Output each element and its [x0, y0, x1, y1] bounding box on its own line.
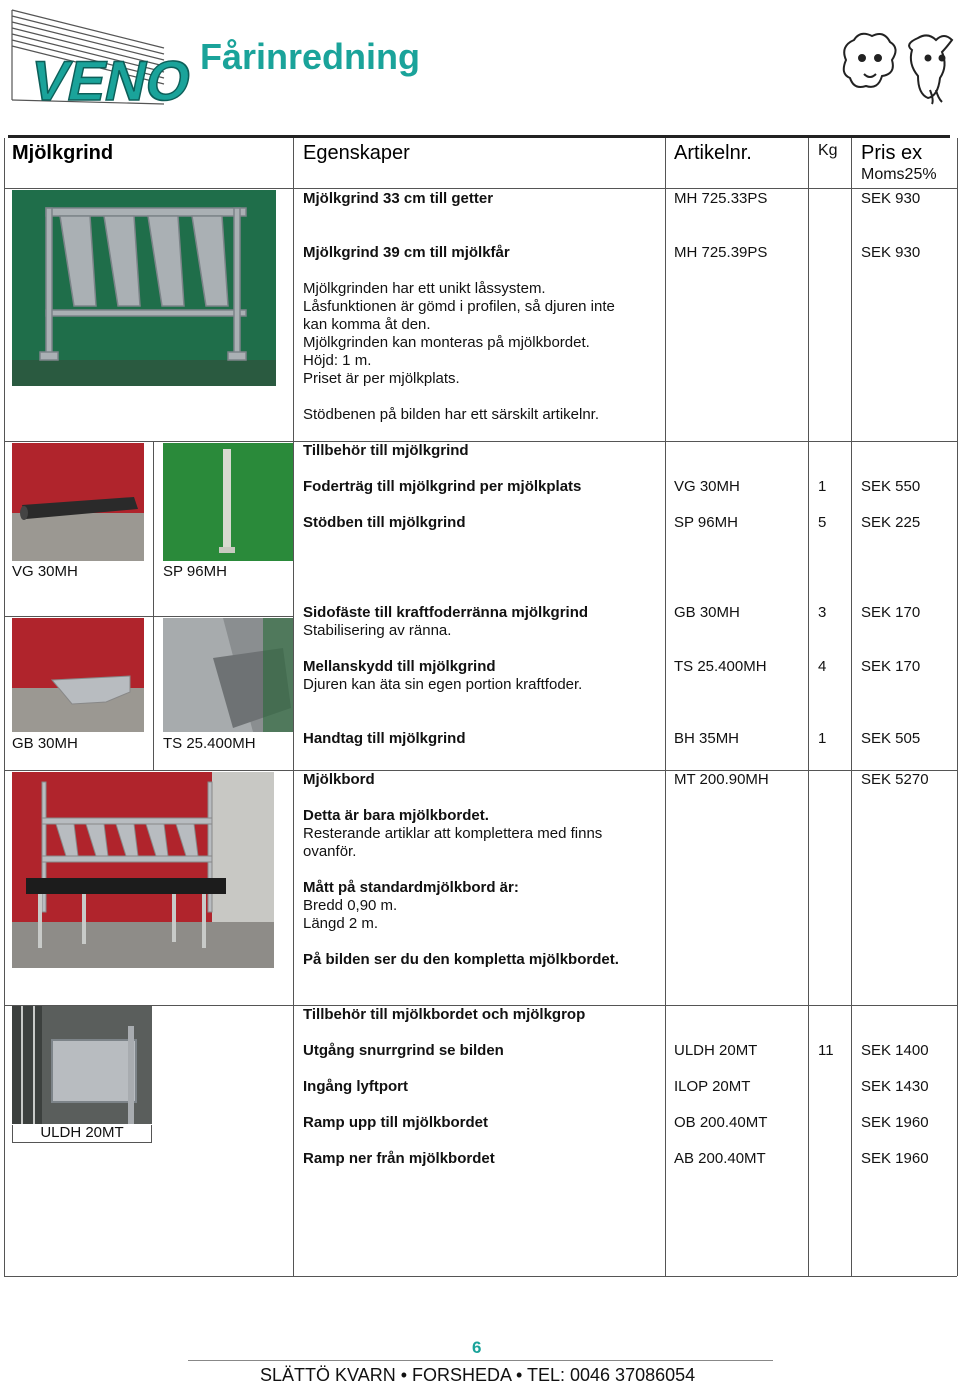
weight: 1	[818, 730, 827, 747]
column-header-price-vat: Moms25%	[861, 166, 937, 183]
product-name: Mjölkgrind 39 cm till mjölkfår	[303, 244, 510, 261]
milking-table-photo	[12, 772, 274, 968]
section-heading: Tillbehör till mjölkbordet och mjölkgrop	[303, 1006, 586, 1023]
photo-caption: GB 30MH	[12, 735, 78, 752]
photo-caption: TS 25.400MH	[163, 735, 256, 752]
divider-photo	[163, 618, 293, 732]
column-header-properties: Egenskaper	[303, 142, 410, 164]
sheep-goat-icon	[838, 30, 958, 106]
column-header-price: Pris ex	[861, 142, 923, 164]
product-name: Mjölkgrind 33 cm till getter	[303, 190, 494, 207]
product-name: Foderträg till mjölkgrind per mjölkplats	[303, 478, 582, 495]
article-number: MH 725.33PS	[674, 190, 768, 207]
page-title: Fårinredning	[200, 36, 421, 77]
product-name: Mjölkbord	[303, 771, 375, 788]
product-name: Ramp upp till mjölkbordet	[303, 1114, 489, 1131]
product-name: Stödben till mjölkgrind	[303, 514, 466, 531]
milking-gate-photo	[12, 190, 276, 386]
price: SEK 550	[861, 478, 921, 495]
description-line: kan komma åt den.	[303, 316, 431, 333]
article-number: BH 35MH	[674, 730, 740, 747]
weight: 4	[818, 658, 827, 675]
product-name: Ingång lyftport	[303, 1078, 408, 1095]
article-number: AB 200.40MT	[674, 1150, 766, 1167]
article-number: MT 200.90MH	[674, 771, 769, 788]
column-header-article: Artikelnr.	[674, 142, 752, 164]
price: SEK 1960	[861, 1114, 929, 1131]
price: SEK 930	[861, 244, 921, 261]
description-line: Längd 2 m.	[303, 915, 379, 932]
price: SEK 170	[861, 604, 921, 621]
price: SEK 5270	[861, 771, 929, 788]
description-line: Mjölkgrinden kan monteras på mjölkbordet.	[303, 334, 590, 351]
description-line: Resterande artiklar att komplettera med finns	[303, 825, 603, 842]
product-name: Ramp ner från mjölkbordet	[303, 1150, 495, 1167]
exit-gate-photo	[12, 1006, 152, 1124]
product-subtext: Djuren kan äta sin egen portion kraftfoder.	[303, 676, 583, 693]
article-number: ILOP 20MT	[674, 1078, 751, 1095]
article-number: GB 30MH	[674, 604, 740, 621]
column-header-product: Mjölkgrind	[12, 142, 114, 164]
column-header-kg: Kg	[818, 142, 838, 159]
price: SEK 930	[861, 190, 921, 207]
price: SEK 1430	[861, 1078, 929, 1095]
description-line: ovanför.	[303, 843, 357, 860]
weight: 5	[818, 514, 827, 531]
price: SEK 505	[861, 730, 921, 747]
description-note: Stödbenen på bilden har ett särskilt artikelnr.	[303, 406, 600, 423]
support-leg-photo	[163, 443, 293, 561]
product-name: Sidofäste till kraftfoderränna mjölkgrind	[303, 604, 589, 621]
description-bold: Mått på standardmjölkbord är:	[303, 879, 519, 896]
svg-text:VENO: VENO	[25, 49, 197, 112]
description-line: Låsfunktionen är gömd i profilen, så djuren inte	[303, 298, 615, 315]
veno-logo	[8, 4, 197, 112]
weight: 3	[818, 604, 827, 621]
description-bold: Detta är bara mjölkbordet.	[303, 807, 489, 824]
photo-caption: ULDH 20MT	[12, 1125, 152, 1143]
product-name: Utgång snurrgrind se bilden	[303, 1042, 504, 1059]
section-heading: Tillbehör till mjölkgrind	[303, 442, 469, 459]
weight: 1	[818, 478, 827, 495]
feed-trough-photo	[12, 443, 144, 561]
article-number: MH 725.39PS	[674, 244, 768, 261]
article-number: ULDH 20MT	[674, 1042, 758, 1059]
price: SEK 225	[861, 514, 921, 531]
weight: 11	[818, 1042, 834, 1059]
description-line: Bredd 0,90 m.	[303, 897, 398, 914]
description-bold: På bilden ser du den kompletta mjölkbordet.	[303, 951, 619, 968]
side-bracket-photo	[12, 618, 144, 732]
footer-rule	[188, 1360, 773, 1361]
price: SEK 1960	[861, 1150, 929, 1167]
photo-caption: VG 30MH	[12, 563, 78, 580]
footer-contact: SLÄTTÖ KVARN • FORSHEDA • TEL: 0046 37086054	[260, 1365, 696, 1385]
article-number: SP 96MH	[674, 514, 738, 531]
price: SEK 170	[861, 658, 921, 675]
description-line: Höjd: 1 m.	[303, 352, 372, 369]
page-number: 6	[472, 1338, 482, 1357]
description-line: Mjölkgrinden har ett unikt låssystem.	[303, 280, 546, 297]
price: SEK 1400	[861, 1042, 929, 1059]
article-number: TS 25.400MH	[674, 658, 767, 675]
product-subtext: Stabilisering av ränna.	[303, 622, 452, 639]
product-name: Handtag till mjölkgrind	[303, 730, 466, 747]
product-name: Mellanskydd till mjölkgrind	[303, 658, 496, 675]
description-line: Priset är per mjölkplats.	[303, 370, 460, 387]
article-number: VG 30MH	[674, 478, 740, 495]
article-number: OB 200.40MT	[674, 1114, 768, 1131]
photo-caption: SP 96MH	[163, 563, 227, 580]
